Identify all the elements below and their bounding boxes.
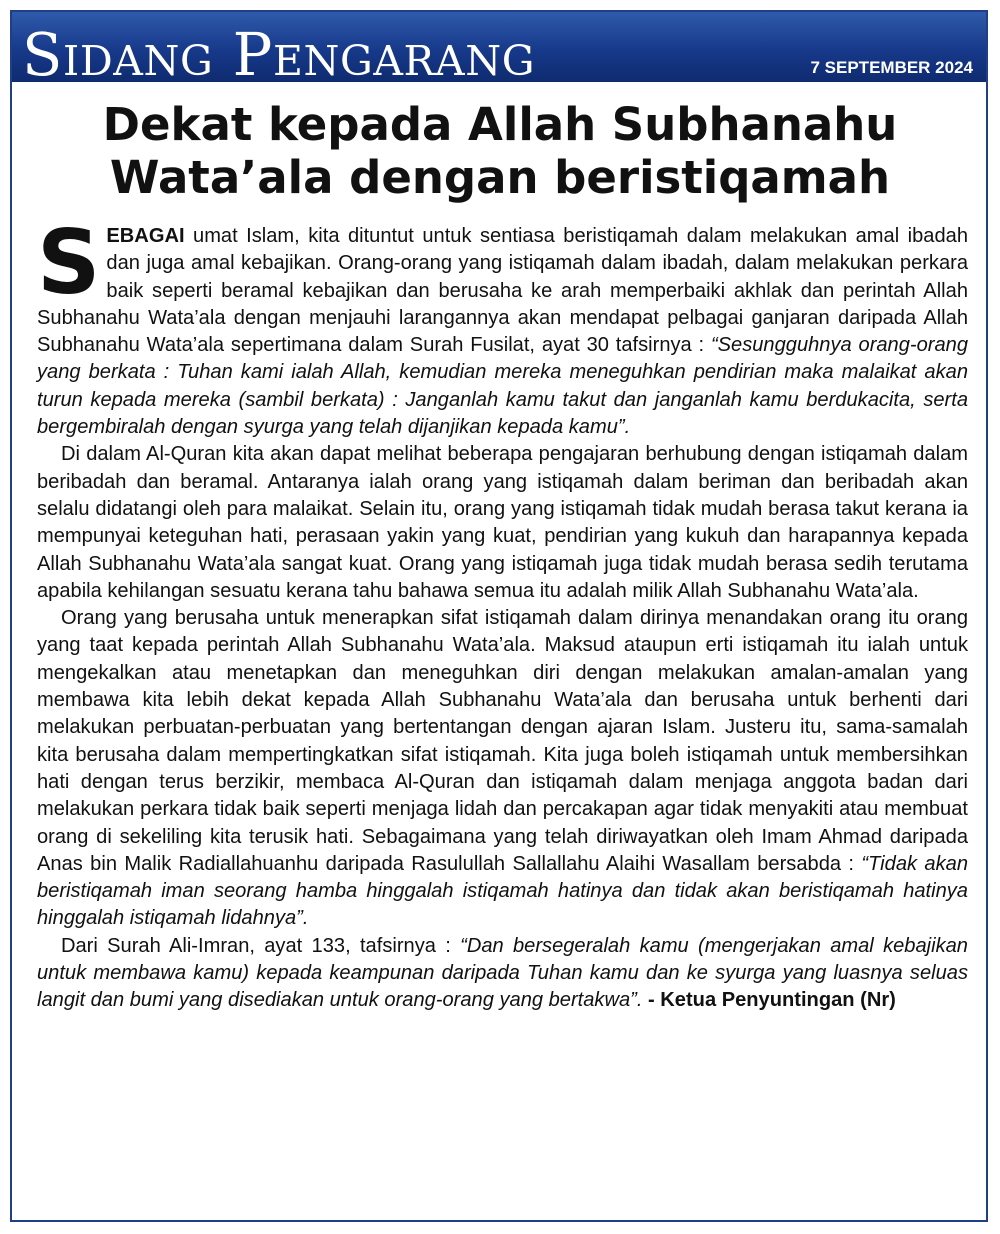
paragraph-1-text: umat Islam, kita dituntut untuk sentiasa beristiqamah dalam melakukan amal ibadah dan juga amal kebajikan. Orang-orang yang istiqamah dalam ibadah, dalam melakukan perkara baik seperti beramal kebajikan dan berusaha ke arah memperbaiki akhlak dan perintah Allah Subhanahu Wata’ala dengan menjauhi larangannya akan mendapat pelbagai ganjaran daripada Allah Subhanahu Wata’ala sepertimana dalam Surah Fusilat, ayat 30 tafsirnya :	[37, 225, 968, 357]
article-paragraph-2: Di dalam Al-Quran kita akan dapat melihat beberapa pengajaran berhubung dengan istiqamah dalam beribadah dan beramal. Antaranya ialah orang yang istiqamah dalam beriman dan beribadah akan selalu didatangi oleh para malaikat. Selain itu, orang yang istiqamah tidak mudah berasa takut kerana ia mempunyai keteguhan hati, perasaan yakin yang kuat, pendirian yang kukuh dan harapannya kepada Allah Subhanahu Wata’ala sangat kuat. Orang yang istiqamah juga tidak mudah berasa sedih terutama apabila kehilangan sesuatu kerana tahu bahawa semua itu adalah milik Allah Subhanahu Wata’ala.	[37, 443, 968, 602]
article-headline: Dekat kepada Allah Subhanahu Wata’ala dengan beristiqamah	[102, 98, 898, 204]
author-signature: - Ketua Penyuntingan (Nr)	[642, 989, 896, 1012]
paragraph-3-text: Orang yang berusaha untuk menerapkan sifat istiqamah dalam dirinya menandakan orang itu orang yang taat kepada perintah Allah Subhanahu Wata’ala. Maksud ataupun erti istiqamah itu ialah untuk mengekalkan atau menetapkan dan meneguhkan diri dengan melakukan amalan-amalan yang membawa kita lebih dekat kepada Allah Subhanahu Wata’ala dan berusaha untuk berhenti dari melakukan perbuatan-perbuatan yang bertentangan dengan ajaran Islam. Justeru itu, sama-samalah kita berusaha dalam mempertingkatkan sifat istiqamah. Kita juga boleh istiqamah untuk membersihkan hati dengan terus berzikir, membaca Al-Quran dan istiqamah dalam menjaga anggota badan dari melakukan perkara tidak baik seperti menjaga lidah dan percakapan agar tidak menyakiti atau membuat orang di sekeliling kita terusik hati. Sebagaimana yang telah diriwayatkan oleh Imam Ahmad daripada Anas bin Malik Radiallahuanhu daripada Rasulullah Sallallahu Alaihi Wasallam bersabda :	[37, 607, 968, 875]
article-paragraph-4	[37, 933, 968, 1015]
quote-surah-fusilat: “Sesungguhnya orang-orang yang berkata : Tuhan kami ialah Allah, kemudian mereka meneguhkan pendirian maka malaikat akan turun kepada mereka (sambil berkata) : Janganlah kamu takut dan janganlah kamu berdukacita, serta bergembiralah dengan syurga yang telah dijanjikan kepada kamu”.	[37, 334, 968, 439]
article-paragraph-1	[37, 211, 968, 441]
drop-cap: S	[37, 211, 101, 314]
masthead-banner	[12, 12, 986, 82]
article-paragraph-3	[37, 605, 968, 933]
paragraph-4-text: Dari Surah Ali-Imran, ayat 133, tafsirnya :	[61, 934, 461, 957]
section-title: Sidang Pengarang	[22, 20, 536, 82]
publication-date: 7 SEPTEMBER 2024	[810, 58, 973, 77]
quote-surah-ali-imran: “Dan bersegeralah kamu (mengerjakan amal kebajikan untuk membawa kamu) kepada keampunan daripada Tuhan kamu dan ke syurga yang luasnya seluas langit dan bumi yang disediakan untuk orang-orang yang bertakwa”.	[37, 934, 968, 1012]
lead-word: EBAGAI	[106, 225, 185, 247]
article-body	[37, 211, 968, 1015]
quote-hadith: “Tidak akan beristiqamah iman seorang hamba hinggalah istiqamah hatinya dan tidak akan beristiqamah hatinya hinggalah istiqamah lidahnya”.	[37, 852, 968, 930]
